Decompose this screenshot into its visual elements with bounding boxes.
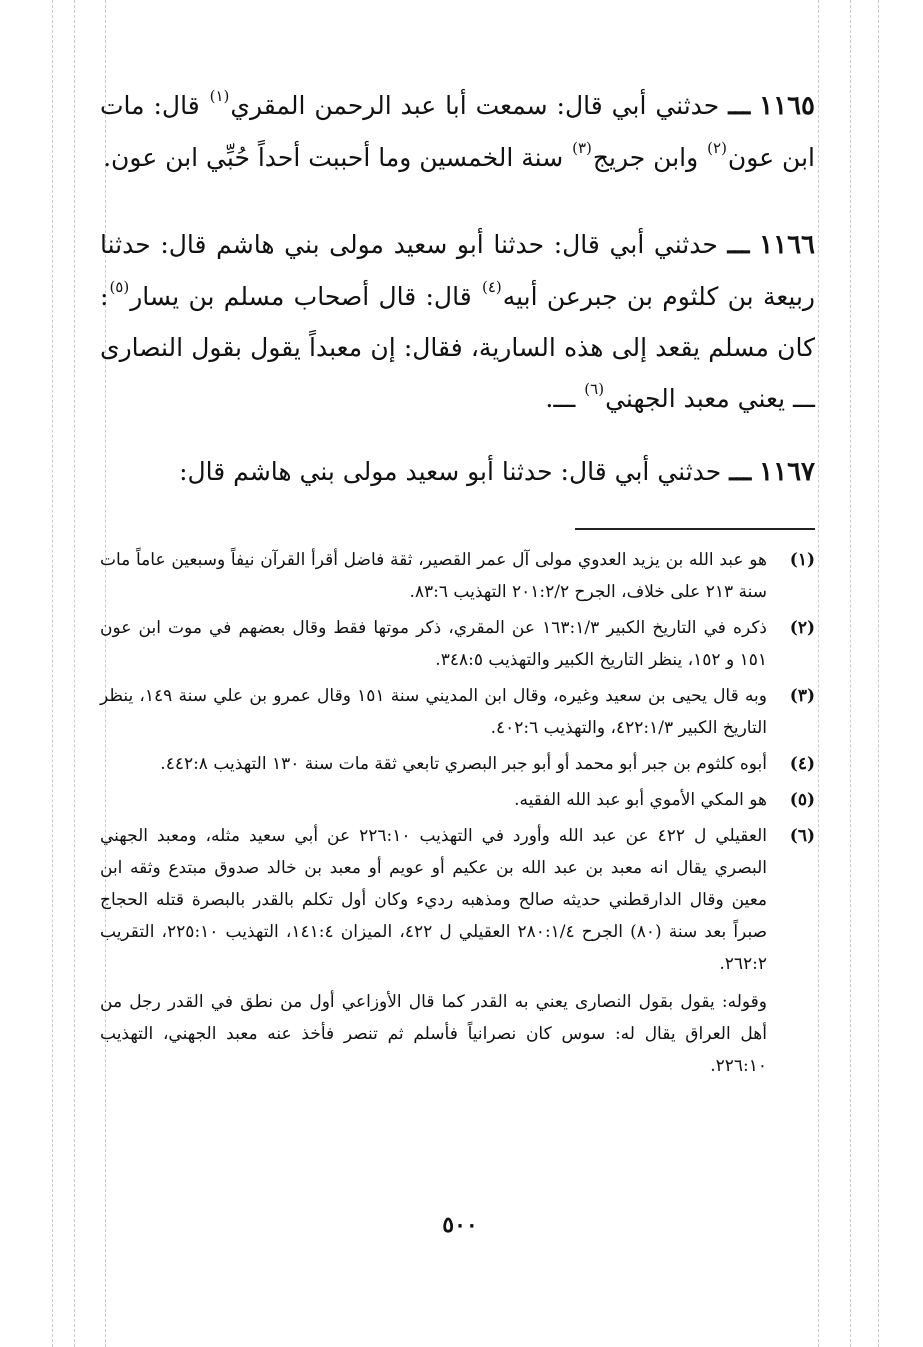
footnote-ref: (٣) <box>572 138 592 157</box>
footnote <box>100 820 815 980</box>
hadith-entry-1166 <box>100 219 815 424</box>
footnote-number: (٣) <box>789 686 815 706</box>
footnote <box>100 680 815 744</box>
entry-dash: ـــ <box>729 457 752 486</box>
footnote-number: (٢) <box>789 618 815 638</box>
footnote-ref: (١) <box>209 86 230 105</box>
scan-guide-line <box>878 0 879 1347</box>
scan-guide-line <box>74 0 75 1347</box>
footnote-text: ذكره في التاريخ الكبير ١٦٣:١/٣ عن المقري، ذكر موتها فقط وقال بعضهم في موت ابن عون ١٥١ و ١٥٢، ينظر التاريخ الكبير والتهذيب ٣٤٨:٥. <box>100 618 767 670</box>
footnote-ref: (٢) <box>707 138 727 157</box>
footnote-text: هو المكي الأموي أبو عبد الله الفقيه. <box>514 790 767 810</box>
entry-text: : كان مسلم يقعد إلى هذه السارية، فقال: إن معبداً يقول بقول النصارى ـــ يعني معبد الجهني <box>100 282 815 413</box>
footnote <box>100 612 815 676</box>
hadith-entry-1167 <box>100 446 815 498</box>
scan-guide-line <box>52 0 53 1347</box>
entry-text: قال: مات ابن عون <box>100 91 815 172</box>
entry-text: سنة الخمسين وما أحببت أحداً حُبِّي ابن عون. <box>103 143 564 172</box>
footnote-continuation: وقوله: يقول بقول النصارى يعني به القدر كما قال الأوزاعي أول من نطق في القدر رجل من أهل العراق يقال له: سوس كان نصرانياً فأسلم ثم تنصر فأخذ عنه معبد الجهني، التهذيب ٢٢٦:١٠. <box>100 992 767 1076</box>
footnote-text: أبوه كلثوم بن جبر أبو محمد أو أبو جبر البصري تابعي ثقة مات سنة ١٣٠ التهذيب ٤٤٢:٨. <box>160 754 767 774</box>
entry-dash: ـــ <box>727 230 750 259</box>
footnote-text: هو عبد الله بن يزيد العدوي مولى آل عمر القصير، ثقة فاضل أقرأ القرآن نيفاً وسبعين عاماً مات سنة ٢١٣ على خلاف، الجرح ٢٠١:٢/٢ التهذيب ٨٣:٦. <box>100 550 767 602</box>
footnote-text: العقيلي ل ٤٢٢ عن عبد الله وأورد في التهذيب ٢٢٦:١٠ عن أبي سعيد مثله، ومعبد الجهني البصري يقال انه معبد بن عبد الله بن عكيم أو عويم أو معبد بن خالد صدوق مبتدع وثقه ابن معين وقال الدارقطني حديثه صالح ومذهبه رديء وكان أول تكلم بالقدر بالبصرة قتله الحجاج صبراً بعد سنة (٨٠) الجرح ٢٨٠:١/٤ العقيلي ل ٤٢٢، الميزان ١٤١:٤، التهذيب ٢٢٥:١٠، التقريب ٢٦٢:٢. <box>100 826 768 974</box>
footnote <box>100 784 815 816</box>
book-page <box>100 80 815 1082</box>
footnote <box>100 748 815 780</box>
hadith-entry-1165 <box>100 80 815 183</box>
footnote-number: (٦) <box>789 826 815 846</box>
entry-number: ١١٦٧ <box>759 457 815 487</box>
footnote-ref: (٤) <box>481 277 502 296</box>
entry-number: ١١٦٦ <box>759 230 815 260</box>
entry-text: قال: قال أصحاب مسلم بن يسار <box>130 282 472 311</box>
entry-dash: ـــ <box>728 91 751 120</box>
entry-text: وابن جريج <box>592 143 699 172</box>
page-number: ٥٠٠ <box>442 1212 478 1238</box>
footnote-ref: (٦) <box>584 379 605 398</box>
footnote-number: (١) <box>789 550 815 570</box>
entry-text: حدثني أبي قال: حدثنا أبو سعيد مولى بني هاشم قال: <box>179 457 722 486</box>
footnote-separator <box>575 528 815 530</box>
footnote-number: (٤) <box>789 754 815 774</box>
entry-text: حدثني أبي قال: سمعت أبا عبد الرحمن المقري <box>230 91 720 120</box>
entry-text: حدثني أبي قال: حدثنا أبو سعيد مولى بني هاشم قال: حدثنا ربيعة بن كلثوم بن جبرعن أبيه <box>100 230 815 311</box>
scan-guide-line <box>850 0 851 1347</box>
entry-text: ـــ. <box>545 384 576 413</box>
footnote-ref: (٥) <box>109 277 130 296</box>
footnote-number: (٥) <box>789 790 815 810</box>
footnote <box>100 544 815 608</box>
entry-number: ١١٦٥ <box>759 91 816 121</box>
scan-guide-line <box>818 0 819 1347</box>
footnote-text: وبه قال يحيى بن سعيد وغيره، وقال ابن المديني سنة ١٥١ وقال عمرو بن علي سنة ١٤٩، ينظر التاريخ الكبير ٤٢٢:١/٣، والتهذيب ٤٠٢:٦. <box>100 686 768 738</box>
